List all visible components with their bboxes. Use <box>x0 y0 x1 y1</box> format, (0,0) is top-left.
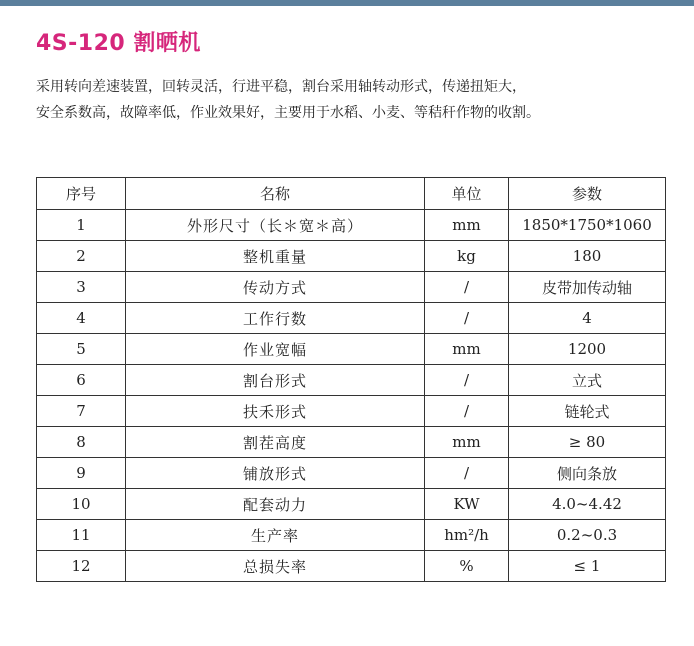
cell-value: ≤ 1 <box>509 551 666 582</box>
cell-name: 配套动力 <box>126 489 425 520</box>
cell-unit: mm <box>425 334 509 365</box>
header-unit: 单位 <box>425 178 509 210</box>
table-header-row <box>37 178 666 210</box>
cell-unit: / <box>425 303 509 334</box>
table-row <box>37 334 666 365</box>
description-line: 采用转向差速装置，回转灵活，行进平稳，割台采用轴转动形式，传递扭矩大， <box>36 79 526 95</box>
cell-value: ≥ 80 <box>509 427 666 458</box>
table-row <box>37 458 666 489</box>
table-row <box>37 489 666 520</box>
header-value: 参数 <box>509 178 666 210</box>
cell-name: 割台形式 <box>126 365 425 396</box>
cell-index: 9 <box>37 458 126 489</box>
cell-value: 4.0~4.42 <box>509 489 666 520</box>
cell-value: 立式 <box>509 365 666 396</box>
description-line: 安全系数高，故障率低，作业效果好，主要用于水稻、小麦、等秸秆作物的收割。 <box>36 105 540 121</box>
cell-name: 总损失率 <box>126 551 425 582</box>
cell-unit: / <box>425 458 509 489</box>
cell-name: 作业宽幅 <box>126 334 425 365</box>
cell-name: 整机重量 <box>126 241 425 272</box>
cell-value: 0.2~0.3 <box>509 520 666 551</box>
cell-unit: KW <box>425 489 509 520</box>
cell-value: 1200 <box>509 334 666 365</box>
table-row <box>37 210 666 241</box>
cell-name: 生产率 <box>126 520 425 551</box>
cell-index: 5 <box>37 334 126 365</box>
top-accent-bar <box>0 0 694 6</box>
table-row <box>37 551 666 582</box>
cell-value: 链轮式 <box>509 396 666 427</box>
cell-unit: / <box>425 396 509 427</box>
page-title: 4S-120 割晒机 <box>36 31 201 56</box>
table-row <box>37 520 666 551</box>
cell-index: 7 <box>37 396 126 427</box>
cell-unit: mm <box>425 210 509 241</box>
cell-index: 1 <box>37 210 126 241</box>
cell-unit: / <box>425 272 509 303</box>
table-row <box>37 427 666 458</box>
cell-unit: hm²/h <box>425 520 509 551</box>
table-row <box>37 303 666 334</box>
table-row <box>37 396 666 427</box>
cell-value: 皮带加传动轴 <box>509 272 666 303</box>
cell-index: 8 <box>37 427 126 458</box>
cell-value: 180 <box>509 241 666 272</box>
cell-name: 扶禾形式 <box>126 396 425 427</box>
spec-table <box>36 177 666 582</box>
cell-value: 侧向条放 <box>509 458 666 489</box>
cell-unit: / <box>425 365 509 396</box>
header-name: 名称 <box>126 178 425 210</box>
cell-name: 割茬高度 <box>126 427 425 458</box>
cell-value: 1850*1750*1060 <box>509 210 666 241</box>
cell-index: 6 <box>37 365 126 396</box>
cell-unit: mm <box>425 427 509 458</box>
cell-name: 外形尺寸（长＊宽＊高） <box>126 210 425 241</box>
cell-index: 11 <box>37 520 126 551</box>
cell-name: 传动方式 <box>126 272 425 303</box>
header-index: 序号 <box>37 178 126 210</box>
cell-index: 2 <box>37 241 126 272</box>
cell-unit: % <box>425 551 509 582</box>
table-row <box>37 365 666 396</box>
cell-index: 3 <box>37 272 126 303</box>
cell-name: 工作行数 <box>126 303 425 334</box>
cell-index: 12 <box>37 551 126 582</box>
table-row <box>37 272 666 303</box>
table-row <box>37 241 666 272</box>
cell-unit: kg <box>425 241 509 272</box>
cell-value: 4 <box>509 303 666 334</box>
product-description <box>36 74 686 126</box>
cell-index: 10 <box>37 489 126 520</box>
cell-name: 铺放形式 <box>126 458 425 489</box>
cell-index: 4 <box>37 303 126 334</box>
